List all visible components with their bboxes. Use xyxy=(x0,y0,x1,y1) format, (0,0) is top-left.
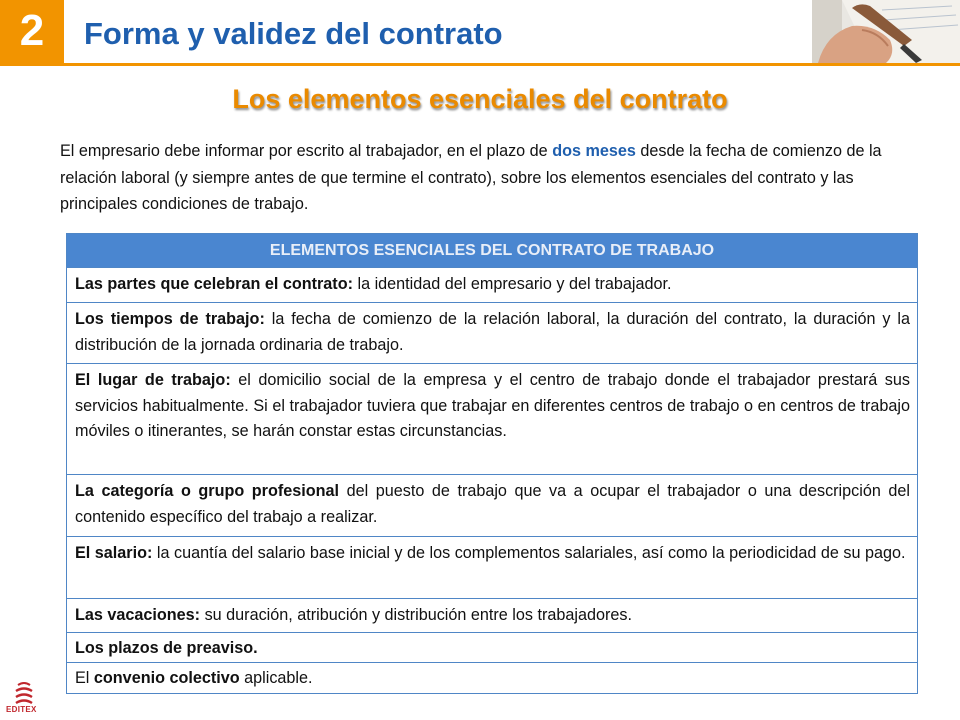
table-header: ELEMENTOS ESENCIALES DEL CONTRATO DE TRABAJO xyxy=(67,234,917,267)
intro-paragraph xyxy=(60,138,910,218)
row-term: La categoría o grupo profesional xyxy=(75,482,340,500)
row-description: el domicilio social de la empresa y el centro de trabajo donde el trabajador prestará sus servicios habitualmente. Si el trabajador tuviera que trabajar en diferentes centros de trabajo o en centros de trabajo móviles o itinerantes, se harán constar estas circunstancias. xyxy=(75,371,910,440)
intro-text-part2: desde la fecha de comienzo de la relación laboral (y siempre antes de que termine el contrato), sobre los elementos esenciales del contrato y las principales condiciones de trabajo. xyxy=(60,142,882,213)
table-row xyxy=(67,363,917,474)
section-title: Los elementos esenciales del contrato xyxy=(232,84,728,114)
editex-logo xyxy=(4,681,44,717)
row-term: Las partes que celebran el contrato: xyxy=(75,275,353,293)
row-description-end: aplicable. xyxy=(239,669,313,687)
table-row xyxy=(67,536,917,598)
row-term: Las vacaciones: xyxy=(75,606,201,624)
table-row xyxy=(67,598,917,632)
slide-title: Forma y validez del contrato xyxy=(84,16,503,51)
editex-logo-text: EDITEX xyxy=(6,705,37,714)
chapter-badge: 2 xyxy=(0,0,64,63)
header-divider xyxy=(0,63,960,66)
table-row xyxy=(67,302,917,363)
table-row xyxy=(67,662,917,693)
row-term: Los plazos de preaviso. xyxy=(75,639,258,657)
table-row xyxy=(67,632,917,662)
row-term-inline: convenio colectivo xyxy=(93,669,240,687)
table-row xyxy=(67,267,917,302)
intro-highlight: dos meses xyxy=(552,142,636,160)
row-description: la identidad del empresario y del trabajador. xyxy=(352,275,672,293)
row-description: El xyxy=(75,669,94,687)
row-term: El salario: xyxy=(75,544,153,562)
table-row xyxy=(67,474,917,536)
intro-text-part1: El empresario debe informar por escrito al trabajador, en el plazo de xyxy=(60,142,553,160)
elements-table xyxy=(66,233,918,694)
row-description: la cuantía del salario base inicial y de los complementos salariales, así como la periodicidad de su pago. xyxy=(152,544,906,562)
row-term: El lugar de trabajo: xyxy=(75,371,231,389)
row-description: la fecha de comienzo de la relación laboral, la duración del contrato, la duración y la distribución de la jornada ordinaria de trabajo. xyxy=(75,310,910,354)
row-description: su duración, atribución y distribución entre los trabajadores. xyxy=(200,606,632,624)
header-photo-image xyxy=(812,0,960,63)
editex-logo-mark-icon xyxy=(4,681,44,707)
row-term: Los tiempos de trabajo: xyxy=(75,310,265,328)
row-description: del puesto de trabajo que va a ocupar el trabajador o una descripción del contenido específico del trabajo a realizar. xyxy=(75,482,910,526)
